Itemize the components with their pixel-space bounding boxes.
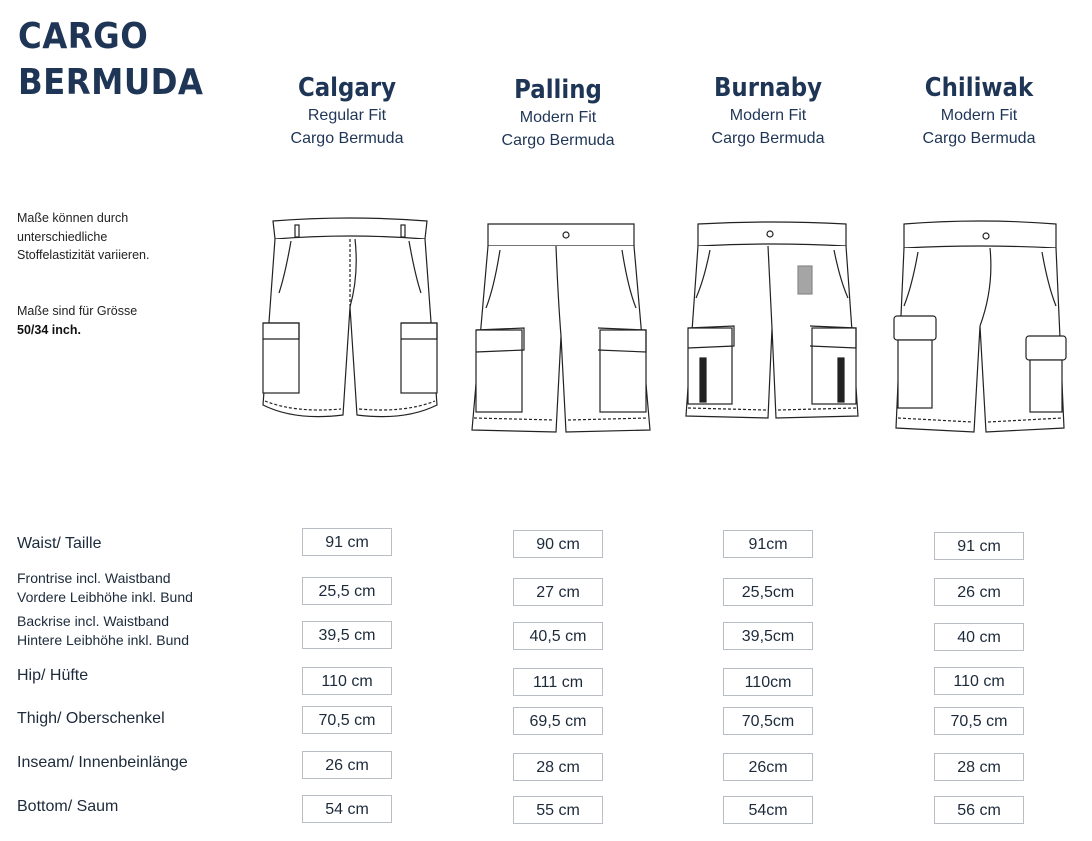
row-label-text: Hip/ Hüfte [17,667,89,684]
cell-palling-frontrise: 27 cm [513,578,603,606]
row-label-text: Backrise incl. Waistband [17,613,169,629]
size-note-prefix: Maße sind für Grösse [17,304,138,318]
row-label-hip [17,666,88,685]
model-type: Cargo Bermuda [501,132,615,149]
cell-burnaby-bottom: 54cm [723,796,813,824]
model-header-burnaby [668,72,868,150]
row-label-backrise [17,612,189,650]
model-name: Chiliwak [924,73,1034,103]
row-label-waist [17,534,101,553]
title-line-2: BERMUDA [18,62,204,103]
note-line: unterschiedliche [17,229,108,244]
cell-burnaby-waist: 91cm [723,530,813,558]
model-header-calgary [247,72,447,150]
cell-palling-hip: 111 cm [513,668,603,696]
model-name: Palling [514,75,602,105]
model-fit: Regular Fit [307,107,387,124]
model-fit: Modern Fit [940,107,1018,124]
cell-chiliwak-thigh: 70,5 cm [934,707,1024,735]
model-fit: Modern Fit [729,107,807,124]
chiliwak-shorts-sketch [890,218,1070,438]
model-type: Cargo Bermuda [711,130,825,147]
cell-calgary-frontrise: 25,5 cm [302,577,392,605]
cell-calgary-waist: 91 cm [302,528,392,556]
row-label-text: Vordere Leibhöhe inkl. Bund [17,589,193,605]
row-label-thigh [17,709,165,728]
model-name: Burnaby [713,73,823,103]
cell-chiliwak-inseam: 28 cm [934,753,1024,781]
note-line: Stoffelastizität variieren. [17,248,150,262]
row-label-text: Hintere Leibhöhe inkl. Bund [17,632,190,648]
cell-chiliwak-hip: 110 cm [934,667,1024,695]
cell-chiliwak-backrise: 40 cm [934,623,1024,651]
cell-chiliwak-bottom: 56 cm [934,796,1024,824]
row-label-text: Waist/ Taille [17,535,102,552]
row-label-text: Frontrise incl. Waistband [17,570,171,586]
model-header-chiliwak [879,72,1079,150]
burnaby-shorts-sketch [680,218,865,428]
row-label-text: Inseam/ Innenbeinlänge [17,754,188,771]
elasticity-note [17,209,149,265]
row-label-frontrise [17,569,193,607]
calgary-shorts-sketch [255,215,445,425]
cell-chiliwak-waist: 91 cm [934,532,1024,560]
cell-palling-thigh: 69,5 cm [513,707,603,735]
palling-shorts-sketch [466,218,656,438]
cell-burnaby-frontrise: 25,5cm [723,578,813,606]
cell-chiliwak-frontrise: 26 cm [934,578,1024,606]
cell-palling-inseam: 28 cm [513,753,603,781]
size-note-value: 50/34 inch. [17,322,81,337]
note-line: Maße können durch [17,211,129,225]
cell-palling-bottom: 55 cm [513,796,603,824]
cell-calgary-thigh: 70,5 cm [302,706,392,734]
cell-calgary-bottom: 54 cm [302,795,392,823]
cell-burnaby-hip: 110cm [723,668,813,696]
model-type: Cargo Bermuda [290,130,404,147]
model-type: Cargo Bermuda [922,130,1036,147]
page-title [18,14,203,106]
cell-burnaby-thigh: 70,5cm [723,707,813,735]
row-label-text: Bottom/ Saum [17,798,119,815]
cell-burnaby-inseam: 26cm [723,753,813,781]
model-name: Calgary [297,73,397,103]
cell-palling-waist: 90 cm [513,530,603,558]
cell-palling-backrise: 40,5 cm [513,622,603,650]
cell-calgary-inseam: 26 cm [302,751,392,779]
cell-calgary-backrise: 39,5 cm [302,621,392,649]
cell-burnaby-backrise: 39,5cm [723,622,813,650]
row-label-bottom [17,797,118,816]
model-fit: Modern Fit [519,109,597,126]
size-note [17,302,137,339]
model-header-palling [458,74,658,152]
row-label-text: Thigh/ Oberschenkel [17,710,165,727]
cell-calgary-hip: 110 cm [302,667,392,695]
row-label-inseam [17,753,188,772]
title-line-1: CARGO [18,16,149,57]
